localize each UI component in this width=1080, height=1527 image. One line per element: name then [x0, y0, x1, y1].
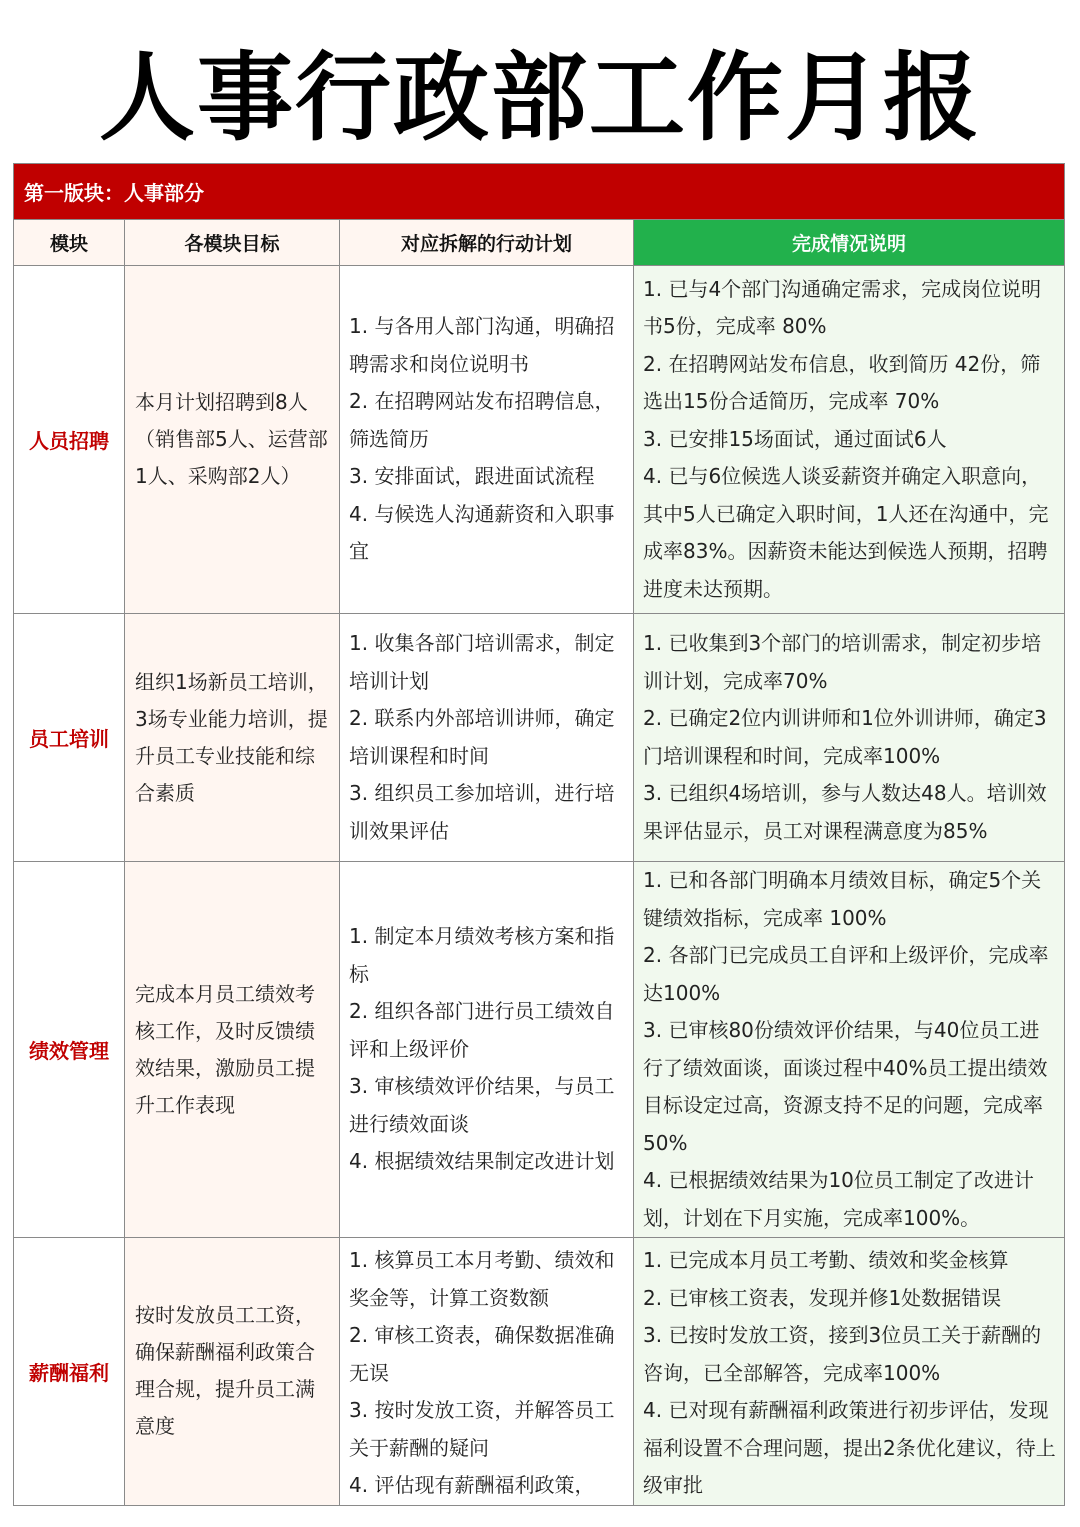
plan-item: 2. 审核工资表，确保数据准确无误: [349, 1323, 615, 1385]
plan-item: 1. 收集各部门培训需求，制定培训计划: [349, 631, 615, 693]
plan-cell: [340, 266, 634, 614]
plan-item: 1. 核算员工本月考勤、绩效和奖金等，计算工资数额: [349, 1248, 615, 1310]
status-item: 3. 已组织4场培训，参与人数达48人。培训效果评估显示，员工对课程满意度为85%: [643, 781, 1047, 843]
plan-item: 2. 组织各部门进行员工绩效自评和上级评价: [349, 999, 615, 1061]
plan-item: 4. 评估现有薪酬福利政策，: [349, 1473, 595, 1497]
plan-item: 2. 联系内外部培训讲师，确定培训课程和时间: [349, 706, 615, 768]
goal-cell: 组织1场新员工培训，3场专业能力培训，提升员工专业技能和综合素质: [125, 614, 340, 862]
section-title: 第一版块：人事部分: [14, 164, 1065, 220]
status-item: 2. 各部门已完成员工自评和上级评价，完成率达100%: [643, 943, 1049, 1005]
status-item: 3. 已安排15场面试，通过面试6人: [643, 426, 947, 451]
header-module: 模块: [14, 220, 125, 266]
status-item: 2. 在招聘网站发布信息，收到简历 42份，筛选出15份合适简历，完成率 70%: [643, 351, 1041, 414]
status-item: 2. 已审核工资表，发现并修1处数据错误: [643, 1285, 1002, 1310]
module-cell: 人员招聘: [14, 266, 125, 614]
header-plan: 对应拆解的行动计划: [340, 220, 634, 266]
status-item: 1. 已收集到3个部门的培训需求，制定初步培训计划，完成率70%: [643, 631, 1042, 693]
goal-cell: 本月计划招聘到8人（销售部5人、运营部1人、采购部2人）: [125, 266, 340, 614]
plan-item: 3. 按时发放工资，并解答员工关于薪酬的疑问: [349, 1398, 615, 1460]
plan-item: 1. 与各用人部门沟通，明确招聘需求和岗位说明书: [349, 314, 615, 376]
plan-cell: [340, 614, 634, 862]
status-item: 1. 已完成本月员工考勤、绩效和奖金核算: [643, 1248, 1009, 1272]
status-item: 4. 已对现有薪酬福利政策进行初步评估，发现福利设置不合理问题，提出2条优化建议，待上级审批: [643, 1398, 1056, 1497]
status-cell: [634, 266, 1065, 614]
module-cell: 薪酬福利: [14, 1238, 125, 1506]
header-status: 完成情况说明: [634, 220, 1065, 266]
plan-item: 3. 安排面试，跟进面试流程: [349, 464, 595, 489]
goal-cell: 按时发放员工工资，确保薪酬福利政策合理合规，提升员工满意度: [125, 1238, 340, 1506]
section-header-row: [14, 164, 1065, 220]
plan-item: 2. 在招聘网站发布招聘信息，筛选简历: [349, 389, 615, 451]
page-title: 人事行政部工作月报: [99, 42, 981, 154]
plan-item: 4. 根据绩效结果制定改进计划: [349, 1149, 615, 1174]
status-cell: [634, 862, 1065, 1238]
status-item: 3. 已按时发放工资，接到3位员工关于薪酬的咨询，已全部解答，完成率100%: [643, 1323, 1042, 1385]
header-goal: 各模块目标: [125, 220, 340, 266]
status-item: 1. 已与4个部门沟通确定需求，完成岗位说明书5份，完成率 80%: [643, 276, 1042, 339]
goal-cell: 完成本月员工绩效考核工作，及时反馈绩效结果，激励员工提升工作表现: [125, 862, 340, 1238]
table-row: [14, 1238, 1065, 1506]
plan-cell: [340, 1238, 634, 1506]
module-cell: 绩效管理: [14, 862, 125, 1238]
plan-item: 1. 制定本月绩效考核方案和指标: [349, 924, 615, 986]
status-item: 2. 已确定2位内训讲师和1位外训讲师，确定3门培训课程和时间，完成率100%: [643, 706, 1047, 768]
status-item: 4. 已与6位候选人谈妥薪资并确定入职意向，其中5人已确定入职时间，1人还在沟通中，完成率83%。因薪资未能达到候选人预期，招聘进度未达预期。: [643, 464, 1049, 601]
plan-item: 4. 与候选人沟通薪资和入职事宜: [349, 501, 615, 564]
status-item: 1. 已和各部门明确本月绩效目标，确定5个关键绩效指标，完成率 100%: [643, 868, 1042, 930]
status-item: 4. 已根据绩效结果为10位员工制定了改进计划，计划在下月实施，完成率100%。: [643, 1168, 1034, 1230]
status-item: 3. 已审核80份绩效评价结果，与40位员工进行了绩效面谈，面谈过程中40%员工提出绩效目标设定过高，资源支持不足的问题，完成率 50%: [643, 1018, 1048, 1155]
module-cell: 员工培训: [14, 614, 125, 862]
status-cell: [634, 1238, 1065, 1506]
table-row: [14, 614, 1065, 862]
status-cell: [634, 614, 1065, 862]
table-row: [14, 862, 1065, 1238]
plan-item: 3. 审核绩效评价结果，与员工进行绩效面谈: [349, 1074, 615, 1136]
column-header-row: [14, 220, 1065, 266]
table-row: [14, 266, 1065, 614]
plan-cell: [340, 862, 634, 1238]
report-table: [13, 163, 1065, 1506]
plan-item: 3. 组织员工参加培训，进行培训效果评估: [349, 781, 615, 843]
